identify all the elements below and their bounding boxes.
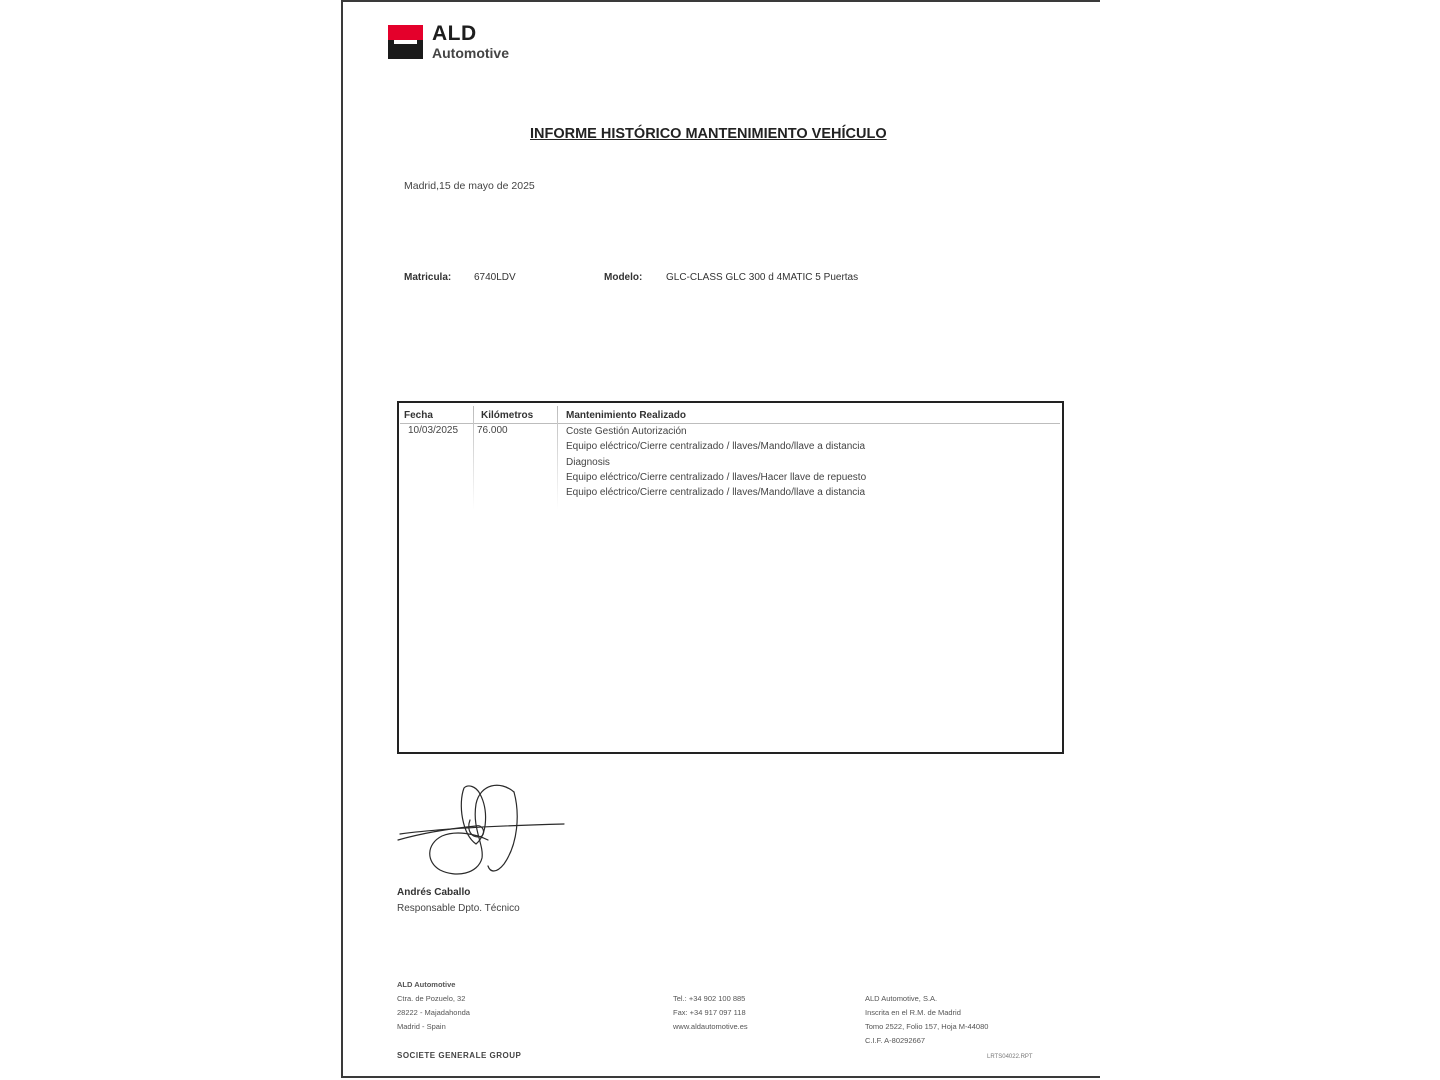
maintenance-table xyxy=(397,401,1064,754)
document-title: INFORME HISTÓRICO MANTENIMIENTO VEHÍCULO xyxy=(530,126,887,142)
maintenance-item: Equipo eléctrico/Cierre centralizado / llaves/Mando/llave a distancia xyxy=(566,487,866,498)
column-header-date: Fecha xyxy=(404,410,433,421)
footer-legal-line: Tomo 2522, Folio 157, Hoja M-44080 xyxy=(865,1022,989,1031)
signer-name: Andrés Caballo xyxy=(397,887,471,898)
footer-fax: Fax: +34 917 097 118 xyxy=(673,1008,746,1017)
column-header-maintenance: Mantenimiento Realizado xyxy=(566,410,687,421)
footer-address-line: Madrid - Spain xyxy=(397,1022,446,1031)
societe-generale-logo-icon xyxy=(388,25,423,59)
maintenance-item: Equipo eléctrico/Cierre centralizado / llaves/Mando/llave a distancia xyxy=(566,441,866,452)
maintenance-item: Coste Gestión Autorización xyxy=(566,426,687,437)
handwritten-signature xyxy=(396,774,566,884)
column-divider xyxy=(473,406,474,510)
row-km: 76.000 xyxy=(477,425,508,436)
maintenance-item: Equipo eléctrico/Cierre centralizado / llaves/Hacer llave de repuesto xyxy=(566,472,867,483)
footer-legal xyxy=(865,992,988,1048)
model-label: Modelo: xyxy=(604,272,643,283)
footer-contact xyxy=(673,992,748,1034)
logo-brand-name: ALD xyxy=(432,22,477,45)
footer-phone: Tel.: +34 902 100 885 xyxy=(673,994,746,1003)
row-date: 10/03/2025 xyxy=(408,425,459,436)
footer-legal-line: C.I.F. A-80292667 xyxy=(865,1036,926,1045)
footer-address xyxy=(397,978,470,1034)
column-header-km: Kilómetros xyxy=(481,410,534,421)
report-reference: LRTS04022.RPT xyxy=(987,1054,1033,1060)
column-divider xyxy=(557,406,558,510)
footer-website: www.aldautomotive.es xyxy=(673,1022,748,1031)
signer-role: Responsable Dpto. Técnico xyxy=(397,903,520,914)
footer-address-line: Ctra. de Pozuelo, 32 xyxy=(397,994,466,1003)
plate-label: Matricula: xyxy=(404,272,452,283)
logo-brand-sub: Automotive xyxy=(432,45,509,61)
plate-value: 6740LDV xyxy=(474,272,516,283)
model-value: GLC-CLASS GLC 300 d 4MATIC 5 Puertas xyxy=(666,272,859,283)
footer-legal-line: ALD Automotive, S.A. xyxy=(865,994,938,1003)
footer-company: ALD Automotive xyxy=(397,980,456,989)
maintenance-item: Diagnosis xyxy=(566,457,610,468)
place-date: Madrid,15 de mayo de 2025 xyxy=(404,180,535,192)
ald-logo xyxy=(388,22,528,65)
footer-legal-line: Inscrita en el R.M. de Madrid xyxy=(865,1008,961,1017)
footer-address-line: 28222 - Majadahonda xyxy=(397,1008,470,1017)
table-header-divider xyxy=(400,423,1060,424)
group-tagline: SOCIETE GENERALE GROUP xyxy=(397,1051,522,1060)
